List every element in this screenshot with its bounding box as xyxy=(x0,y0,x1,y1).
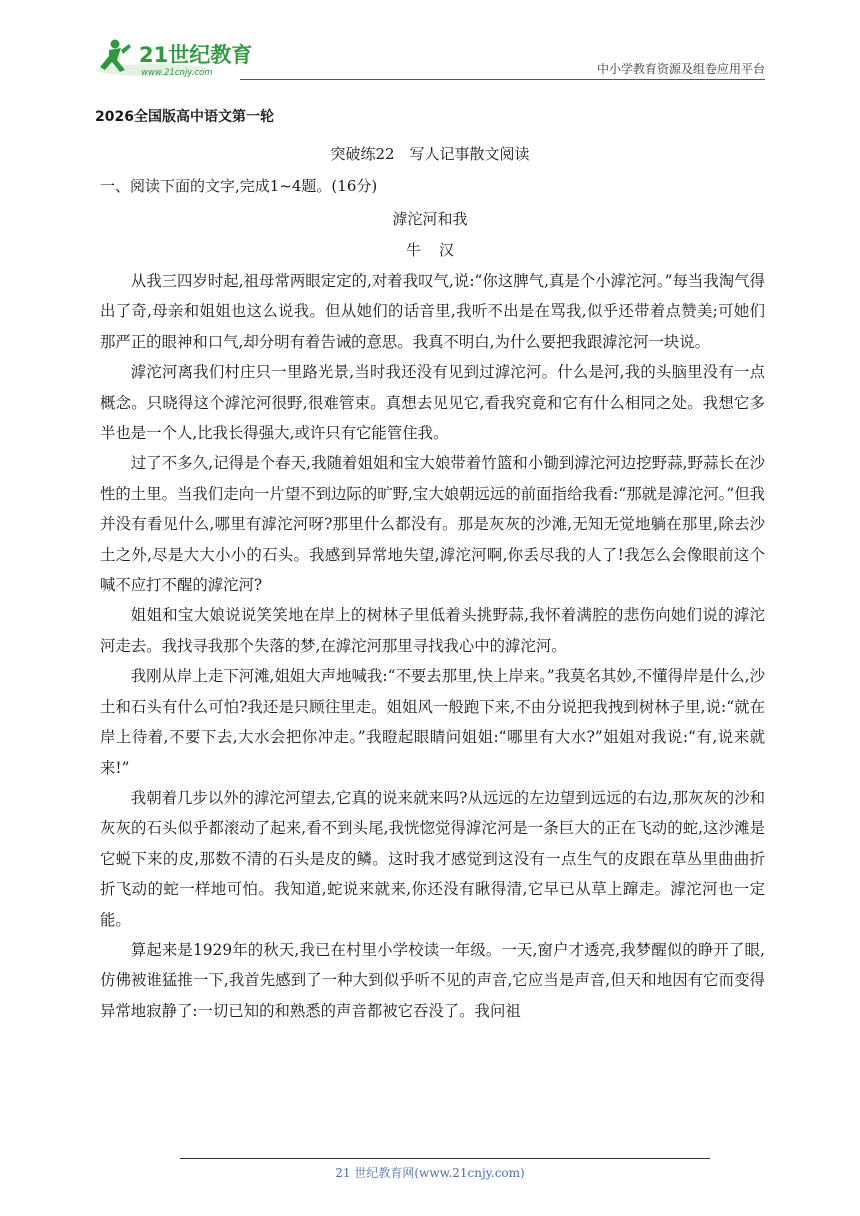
paragraph: 我朝着几步以外的滹沱河望去,它真的说来就来吗?从远远的左边望到远远的右边,那灰灰的沙和灰灰的石头似乎都滚动了起来,看不到头尾,我恍惚觉得滹沱河是一条巨大的正在飞动的蛇,这沙滩是它蜕下来的皮,那数不清的石头是皮的鳞。这时我才感觉到这没有一点生气的皮跟在草丛里曲曲折折飞动的蛇一样地可怕。我知道,蛇说来就来,你还没有瞅得清,它早已从草上蹿走。滹沱河也一定能。 xyxy=(100,788,765,929)
paragraph: 姐姐和宝大娘说说笑笑地在岸上的树林子里低着头挑野蒜,我怀着满腔的悲伤向她们说的滹沱河走去。我找寻我那个失落的梦,在滹沱河那里寻找我心中的滹沱河。 xyxy=(100,606,765,655)
page-header xyxy=(95,30,765,82)
section-heading: 一、阅读下面的文字,完成1~4题。(16分) xyxy=(100,177,378,195)
essay-title: 滹沱河和我 xyxy=(392,210,468,228)
svg-text:21世纪教育: 21世纪教育 xyxy=(139,43,253,67)
header-divider xyxy=(240,79,765,80)
logo-21cnjy xyxy=(95,36,265,80)
essay-body xyxy=(100,266,765,1026)
paragraph: 滹沱河离我们村庄只一里路光景,当时我还没有见到过滹沱河。什么是河,我的头脑里没有一点概念。只晓得这个滹沱河很野,很难管束。真想去见见它,看我究竟和它有什么相同之处。我想它多半也是一个人,比我长得强大,或许只有它能管住我。 xyxy=(100,363,765,443)
site-caption: 中小学教育资源及组卷应用平台 xyxy=(596,62,765,76)
footer-link[interactable]: 21 世纪教育网(www.21cnjy.com) xyxy=(335,1166,525,1180)
series-title: 2026全国版高中语文第一轮 xyxy=(95,109,274,125)
footer-divider xyxy=(180,1158,710,1159)
svg-text:www.21cnjy.com: www.21cnjy.com xyxy=(141,68,213,78)
exercise-title: 突破练22 写人记事散文阅读 xyxy=(330,145,530,163)
paragraph: 过了不多久,记得是个春天,我随着姐姐和宝大娘带着竹篮和小锄到滹沱河边挖野蒜,野蒜长在沙性的土里。当我们走向一片望不到边际的旷野,宝大娘朝远远的前面指给我看:“那就是滹沱河。”但我并没有看见什么,哪里有滹沱河呀?那里什么都没有。那是灰灰的沙滩,无知无觉地躺在那里,除去沙土之外,尽是大大小小的石头。我感到异常地失望,滹沱河啊,你丢尽我的人了!我怎么会像眼前这个喊不应打不醒的滹沱河? xyxy=(100,454,765,595)
paragraph: 算起来是1929年的秋天,我已在村里小学校读一年级。一天,窗户才透亮,我梦醒似的睁开了眼,仿佛被谁猛推一下,我首先感到了一种大到似乎听不见的声音,它应当是声音,但天和地因有它而变得异常地寂静了:一切已知的和熟悉的声音都被它吞没了。我问祖 xyxy=(100,940,765,1020)
paragraph: 我刚从岸上走下河滩,姐姐大声地喊我:“不要去那里,快上岸来。”我莫名其妙,不懂得岸是什么,沙土和石头有什么可怕?我还是只顾往里走。姐姐风一般跑下来,不由分说把我拽到树林子里,说:“就在岸上待着,不要下去,大水会把你冲走。”我瞪起眼睛问姐姐:“哪里有大水?”姐姐对我说:“有,说来就来!” xyxy=(100,667,765,777)
essay-author: 牛汉 xyxy=(405,241,472,259)
paragraph: 从我三四岁时起,祖母常两眼定定的,对着我叹气,说:“你这脾气,真是个小滹沱河。”每当我淘气得出了奇,母亲和姐姐也这么说我。但从她们的话音里,我听不出是在骂我,似乎还带着点赞美;可她们那严正的眼神和口气,却分明有着告诫的意思。我真不明白,为什么要把我跟滹沱河一块说。 xyxy=(100,272,765,351)
